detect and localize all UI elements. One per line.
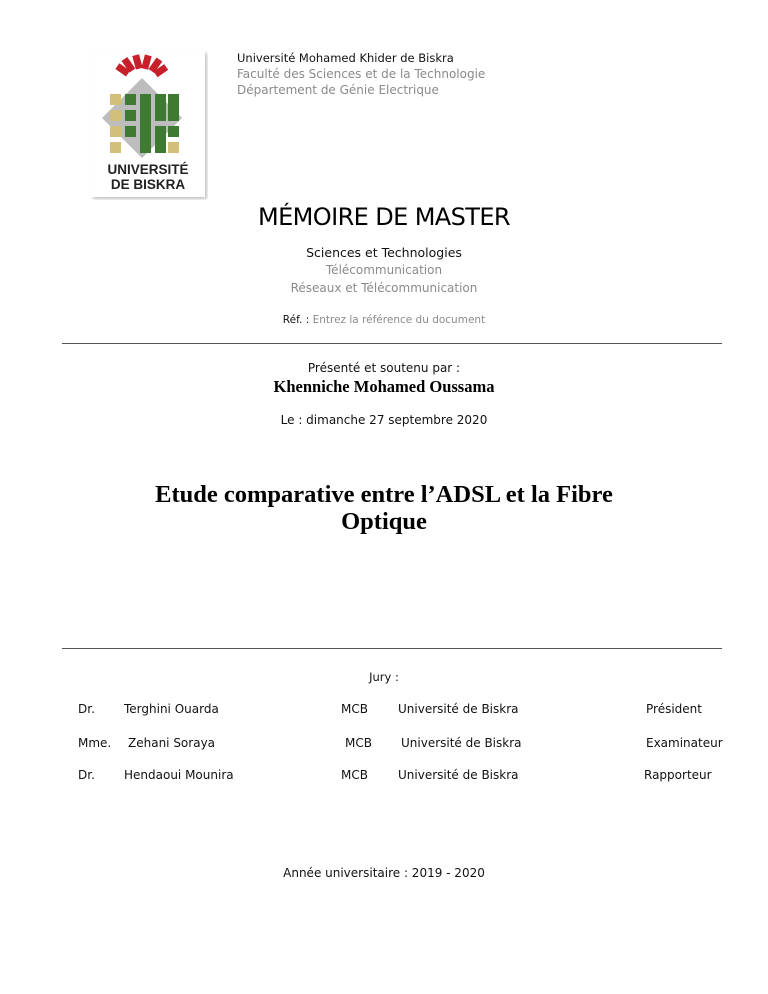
jury-name: Hendaoui Mounira	[124, 768, 234, 782]
reference-line	[0, 314, 768, 326]
faculty-name: Faculté des Sciences et de la Technologie	[237, 67, 486, 81]
svg-text:DE BISKRA: DE BISKRA	[110, 177, 186, 192]
jury-title: Dr.	[78, 702, 95, 716]
svg-text:UNIVERSITÉ: UNIVERSITÉ	[107, 162, 189, 177]
defense-date: Le : dimanche 27 septembre 2020	[280, 413, 488, 427]
jury-title: Dr.	[78, 768, 95, 782]
jury-label: Jury :	[369, 670, 399, 684]
document-type-title: MÉMOIRE DE MASTER	[258, 203, 510, 231]
academic-year: Année universitaire : 2019 - 2020	[283, 866, 485, 880]
university-name: Université Mohamed Khider de Biskra	[237, 51, 454, 65]
jury-grade: MCB	[341, 702, 368, 716]
jury-institution: Université de Biskra	[398, 768, 519, 782]
jury-name: Terghini Ouarda	[124, 702, 219, 716]
option-label: Réseaux et Télécommunication	[290, 281, 478, 295]
jury-role: Président	[646, 702, 702, 716]
jury-grade: MCB	[341, 768, 368, 782]
jury-row	[0, 702, 768, 718]
jury-row	[0, 768, 768, 784]
jury-role: Rapporteur	[644, 768, 712, 782]
divider-top	[62, 343, 722, 344]
thesis-title-line1: Etude comparative entre l’ADSL et la Fibre	[155, 481, 613, 508]
jury-row	[0, 736, 768, 752]
field-label: Sciences et Technologies	[306, 245, 462, 260]
reference-label: Réf. :	[282, 314, 310, 326]
divider-bottom	[62, 648, 722, 649]
thesis-title	[0, 481, 768, 535]
presented-by-label: Présenté et soutenu par :	[307, 361, 461, 375]
reference-field[interactable]: Entrez la référence du document	[312, 314, 486, 326]
jury-name: Zehani Soraya	[128, 736, 216, 750]
jury-institution: Université de Biskra	[398, 702, 519, 716]
university-logo	[90, 50, 208, 200]
jury-institution: Université de Biskra	[401, 736, 522, 750]
university-header	[237, 50, 485, 98]
jury-role: Examinateur	[646, 736, 723, 750]
speciality-label: Télécommunication	[325, 263, 443, 277]
jury-grade: MCB	[345, 736, 372, 750]
thesis-title-line2: Optique	[341, 508, 427, 535]
author-name: Khenniche Mohamed Oussama	[273, 377, 495, 396]
jury-title: Mme.	[78, 736, 112, 750]
department-name: Département de Génie Electrique	[237, 83, 439, 97]
